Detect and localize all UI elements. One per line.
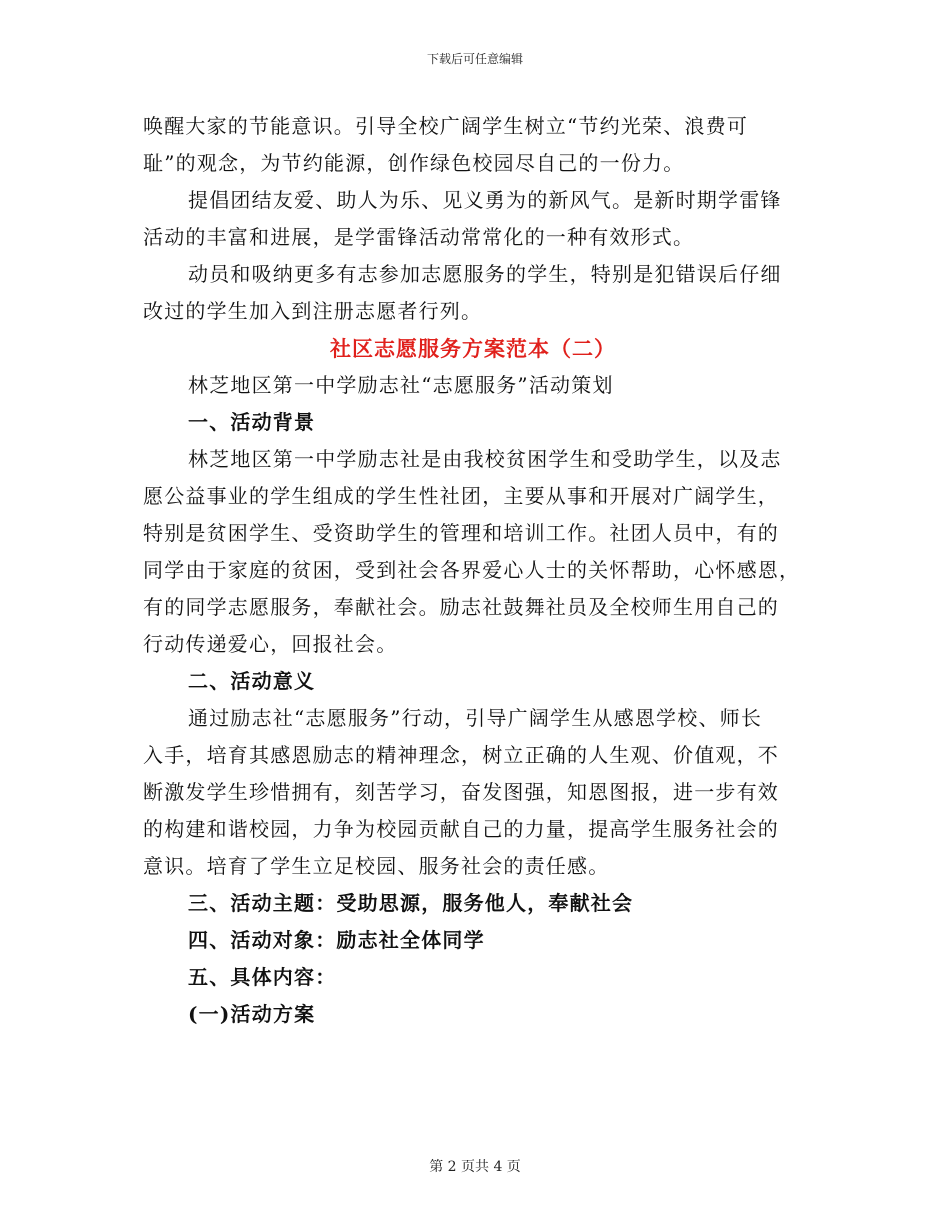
text-line: 通过励志社“志愿服务”行动，引导广阔学生从感恩学校、师长 <box>188 706 763 730</box>
section-title: 社区志愿服务方案范本（二） <box>330 336 616 361</box>
text-line: 断激发学生珍惜拥有，刻苦学习，奋发图强，知恩图报，进一步有效 <box>143 780 779 804</box>
text-line: 唤醒大家的节能意识。引导全校广阔学生树立“节约光荣、浪费可 <box>143 114 749 138</box>
text-line: 林芝地区第一中学励志社是由我校贫困学生和受助学生，以及志 <box>188 447 782 471</box>
heading-theme: 三、活动主题：受助思源，服务他人，奉献社会 <box>188 891 634 915</box>
page-header: 下载后可任意编辑 <box>426 52 523 66</box>
subtitle: 林芝地区第一中学励志社“志愿服务”活动策划 <box>188 373 614 397</box>
text-line: 的构建和谐校园，力争为校园贡献自己的力量，提高学生服务社会的 <box>143 817 779 841</box>
text-line: 提倡团结友爱、助人为乐、见义勇为的新风气。是新时期学雷锋 <box>188 188 782 212</box>
text-line: 意识。培育了学生立足校园、服务社会的责任感。 <box>143 854 610 878</box>
page-footer: 第 2 页共 4 页 <box>429 1159 521 1175</box>
heading-significance: 二、活动意义 <box>188 669 316 693</box>
text-line: 特别是贫困学生、受资助学生的管理和培训工作。社团人员中，有的 <box>143 521 779 545</box>
text-line: 动员和吸纳更多有志参加志愿服务的学生，特别是犯错误后仔细 <box>188 262 782 286</box>
heading-plan: (一)活动方案 <box>188 1002 316 1026</box>
text-line: 有的同学志愿服务，奉献社会。励志社鼓舞社员及全校师生用自己的 <box>143 595 779 619</box>
text-line: 活动的丰富和进展，是学雷锋活动常常化的一种有效形式。 <box>143 225 695 249</box>
text-line: 入手，培育其感恩励志的精神理念，树立正确的人生观、价值观，不 <box>143 743 779 767</box>
text-line: 愿公益事业的学生组成的学生性社团，主要从事和开展对广阔学生， <box>143 484 779 508</box>
document-body <box>143 108 803 1033</box>
heading-background: 一、活动背景 <box>188 410 316 434</box>
text-line: 耻”的观念，为节约能源，创作绿色校园尽自己的一份力。 <box>143 151 685 175</box>
text-line: 改过的学生加入到注册志愿者行列。 <box>143 299 483 323</box>
heading-target: 四、活动对象：励志社全体同学 <box>188 928 485 952</box>
heading-content: 五、具体内容： <box>188 965 337 989</box>
text-line: 行动传递爱心，回报社会。 <box>143 632 398 656</box>
text-line: 同学由于家庭的贫困，受到社会各界爱心人士的关怀帮助，心怀感恩， <box>143 558 801 582</box>
